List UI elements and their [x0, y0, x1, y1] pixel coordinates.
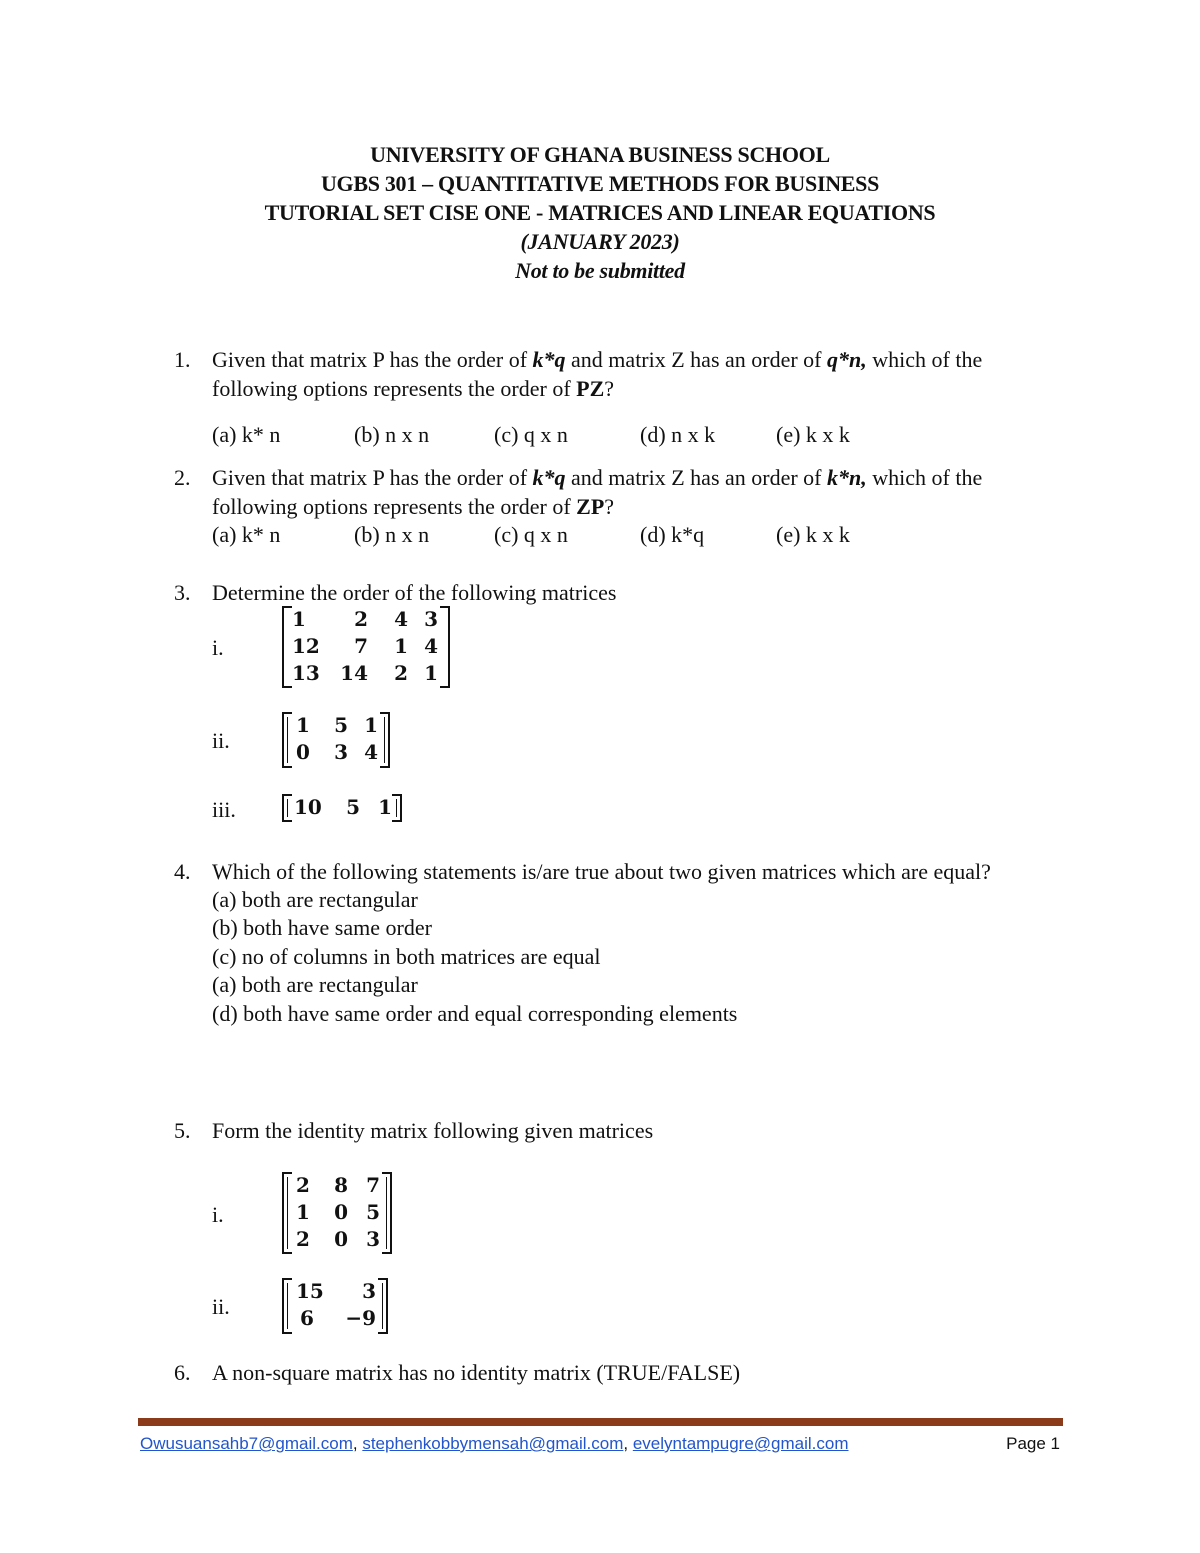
- left-bracket: [282, 794, 292, 822]
- matrix-cell: 4: [424, 634, 438, 658]
- matrix-row: [294, 794, 392, 821]
- email-link-1[interactable]: Owusuansahb7@gmail.com: [140, 1434, 353, 1453]
- matrix-grid: [296, 1278, 376, 1332]
- matrix-3-i: [282, 606, 450, 688]
- matrix-row: [296, 1172, 380, 1199]
- matrix-cell: 1: [364, 713, 378, 737]
- matrix-cell: 3: [424, 607, 438, 631]
- sub-item-label: iii.: [212, 797, 236, 822]
- matrix-cell: 3: [362, 1279, 376, 1303]
- page-number: Page 1: [1006, 1434, 1060, 1453]
- matrix-cell: 6: [300, 1306, 314, 1330]
- order-p: k*q: [532, 347, 566, 372]
- matrix-cell: 3: [366, 1227, 380, 1251]
- right-bracket: [440, 606, 450, 688]
- page-footer: [140, 1432, 1060, 1456]
- matrix-cell: 13: [292, 661, 320, 685]
- sub-item-label: ii.: [212, 728, 230, 753]
- matrix-cell: 2: [354, 607, 368, 631]
- sub-item-label: i.: [212, 1202, 224, 1227]
- question-text: Which of the following statements is/are true about two given matrices which are equal?: [212, 859, 991, 884]
- question-text: A non-square matrix has no identity matrix (TRUE/FALSE): [212, 1360, 741, 1385]
- matrix-cell: 2: [296, 1173, 310, 1197]
- left-bracket: [282, 1172, 292, 1254]
- matrix-row: [292, 633, 438, 660]
- left-bracket: [282, 606, 292, 688]
- matrix-row: [296, 1226, 380, 1253]
- question-number: 6.: [174, 1360, 191, 1385]
- matrix-cell: 8: [334, 1173, 348, 1197]
- question-number: 1.: [174, 347, 191, 372]
- matrix-cell: −9: [345, 1306, 376, 1330]
- left-bracket: [282, 1278, 292, 1334]
- matrix-cell: 1: [296, 713, 310, 737]
- option-d: (d) k*q: [640, 522, 705, 547]
- course-title: UGBS 301 – QUANTITATIVE METHODS FOR BUSINESS: [320, 171, 880, 196]
- option-a: (a) k* n: [212, 422, 281, 447]
- matrix-5-i: [282, 1172, 392, 1254]
- right-bracket: [380, 712, 390, 768]
- sub-item-label: i.: [212, 635, 224, 660]
- matrix-cell: 0: [334, 1200, 348, 1224]
- question-number: 4.: [174, 859, 191, 884]
- option-line: (a) both are rectangular: [212, 972, 418, 997]
- matrix-cell: 7: [366, 1173, 380, 1197]
- matrix-cell: 1: [296, 1200, 310, 1224]
- right-bracket: [378, 1278, 388, 1334]
- matrix-5-ii: [282, 1278, 388, 1334]
- option-b: (b) n x n: [354, 522, 430, 547]
- question-text: Given that matrix P has the order of k*q and matrix Z has an order of q*n, which of the following options represents the order of PZ?: [212, 347, 983, 401]
- document-header: [0, 140, 1200, 285]
- matrix-row: [296, 1278, 376, 1305]
- order-z: k*n,: [827, 465, 867, 490]
- matrix-grid: [296, 712, 378, 766]
- option-line: (a) both are rectangular: [212, 887, 418, 912]
- option-line: (b) both have same order: [212, 915, 432, 940]
- order-p: k*q: [532, 465, 566, 490]
- matrix-cell: 2: [296, 1227, 310, 1251]
- question-text: Determine the order of the following matrices: [212, 580, 617, 605]
- institution-title: UNIVERSITY OF GHANA BUSINESS SCHOOL: [370, 142, 830, 167]
- question-number: 2.: [174, 465, 191, 490]
- matrix-row: [292, 660, 438, 687]
- matrix-row: [296, 1199, 380, 1226]
- matrix-cell: 1: [292, 607, 306, 631]
- matrix-row: [296, 712, 378, 739]
- question-number: 3.: [174, 580, 191, 605]
- matrix-cell: 1: [378, 795, 392, 819]
- email-link-3[interactable]: evelyntampugre@gmail.com: [632, 1434, 849, 1453]
- matrix-row: [292, 606, 438, 633]
- footer-rule: [138, 1418, 1063, 1426]
- matrix-cell: 10: [294, 795, 322, 819]
- matrix-cell: 7: [354, 634, 368, 658]
- option-line: (c) no of columns in both matrices are equal: [212, 944, 601, 969]
- option-a: (a) k* n: [212, 522, 281, 547]
- matrix-grid: [296, 1172, 380, 1253]
- matrix-cell: 0: [334, 1227, 348, 1251]
- question-text: Given that matrix P has the order of k*q and matrix Z has an order of k*n, which of the following options represents the order of ZP?: [212, 465, 983, 519]
- question-number: 5.: [174, 1118, 191, 1143]
- matrix-cell: 5: [346, 795, 360, 819]
- matrix-cell: 2: [394, 661, 408, 685]
- option-line: (d) both have same order and equal corresponding elements: [212, 1001, 738, 1026]
- matrix-3-iii: [282, 794, 402, 822]
- order-z: q*n,: [827, 347, 867, 372]
- matrix-cell: 5: [366, 1200, 380, 1224]
- right-bracket: [382, 1172, 392, 1254]
- option-c: (c) q x n: [494, 522, 568, 547]
- matrix-cell: 15: [296, 1279, 324, 1303]
- option-e: (e) k x k: [776, 522, 850, 547]
- product-label: PZ: [576, 376, 605, 401]
- sub-item-label: ii.: [212, 1294, 230, 1319]
- option-c: (c) q x n: [494, 422, 568, 447]
- separator: ,: [623, 1434, 633, 1453]
- matrix-grid: [292, 606, 438, 687]
- matrix-3-ii: [282, 712, 390, 768]
- product-label: ZP: [576, 494, 605, 519]
- right-bracket: [392, 794, 402, 822]
- matrix-cell: 0: [296, 740, 310, 764]
- separator: ,: [352, 1434, 363, 1453]
- option-e: (e) k x k: [776, 422, 850, 447]
- matrix-grid: [294, 794, 392, 821]
- matrix-row: [296, 739, 378, 766]
- matrix-cell: 3: [334, 740, 348, 764]
- submission-note: Not to be submitted: [515, 258, 685, 283]
- matrix-row: [296, 1305, 376, 1332]
- tutorial-title: TUTORIAL SET CISE ONE - MATRICES AND LINEAR EQUATIONS: [264, 200, 936, 225]
- matrix-cell: 14: [340, 661, 368, 685]
- matrix-cell: 12: [292, 634, 320, 658]
- email-link-2[interactable]: stephenkobbymensah@gmail.com: [362, 1434, 624, 1453]
- matrix-cell: 4: [394, 607, 408, 631]
- matrix-cell: 4: [364, 740, 378, 764]
- matrix-cell: 1: [424, 661, 438, 685]
- matrix-cell: 5: [334, 713, 348, 737]
- matrix-cell: 1: [394, 634, 408, 658]
- option-d: (d) n x k: [640, 422, 716, 447]
- left-bracket: [282, 712, 292, 768]
- date-line: (JANUARY 2023): [520, 229, 680, 254]
- question-text: Form the identity matrix following given matrices: [212, 1118, 654, 1143]
- option-b: (b) n x n: [354, 422, 430, 447]
